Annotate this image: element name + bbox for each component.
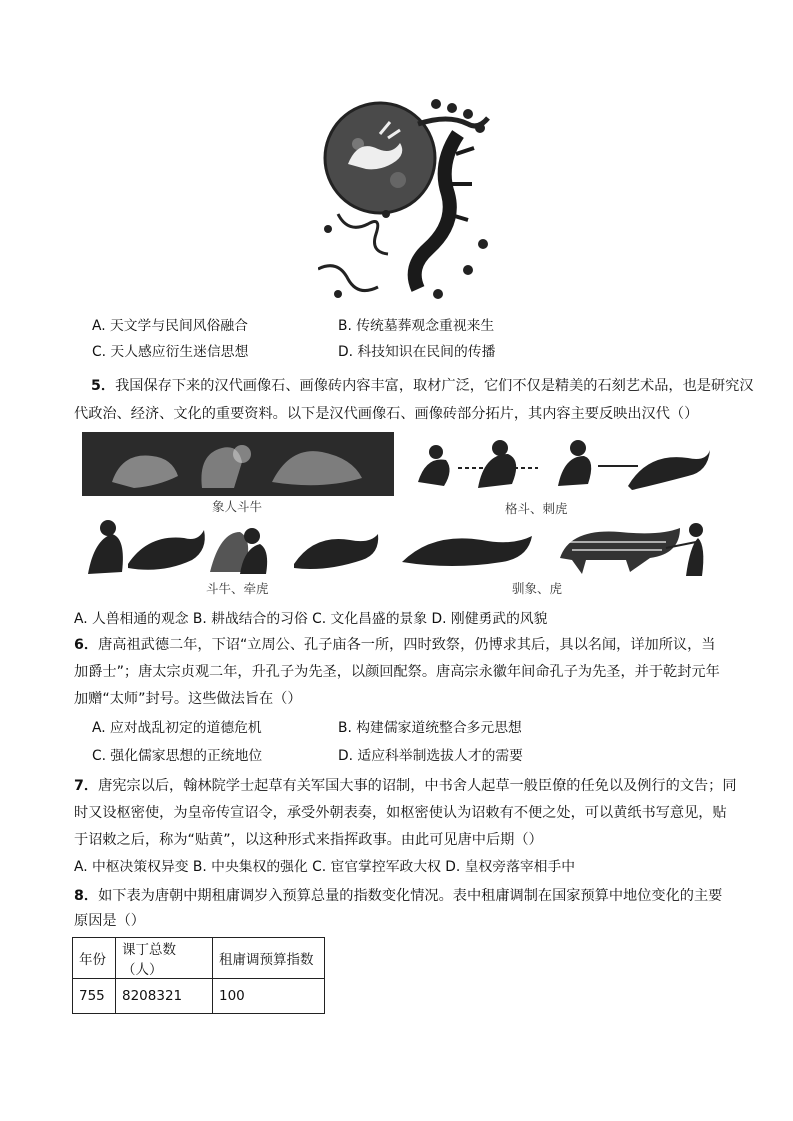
q4-option-d: D. 科技知识在民间的传播 [338,344,496,360]
q6-option-b: B. 构建儒家道统整合多元思想 [338,720,522,736]
q6-option-c: C. 强化儒家思想的正统地位 [92,748,263,764]
han-relief-rubbing-3 [84,514,390,582]
q6-number: 6． [74,637,99,653]
table-row [73,979,325,1014]
q5-stem-line1 [91,376,754,396]
q5-stem-line2: 代政治、经济、文化的重要资料。以下是汉代画像石、画像砖部分拓片，其内容主要反映出汉代（） [74,406,699,422]
q4-option-c: C. 天人感应衍生迷信思想 [92,344,249,360]
table-cell: 8208321 [116,979,213,1014]
q6-stem-line2: 加爵士”；唐太宗贞观二年，升孔子为先圣，以颜回配祭。唐高宗永徽年间命孔子为先圣，并于乾封元年 [74,664,720,680]
q8-text-1: 如下表为唐朝中期租庸调岁入预算总量的指数变化情况。表中租庸调制在国家预算中地位变化的主要 [98,888,723,904]
table-header-row [73,938,325,979]
table-header-cell: 年份 [73,938,116,979]
q5-text-1: 我国保存下来的汉代画像石、画像砖内容丰富，取材广泛，它们不仅是精美的石刻艺术品，也是研究汉 [115,378,754,394]
q8-number: 8． [74,888,99,904]
caption-2: 格斗、刺虎 [505,501,568,516]
table-cell: 755 [73,979,116,1014]
han-relief-rubbing-4 [396,518,712,580]
q4-option-b: B. 传统墓葬观念重视来生 [338,318,495,334]
q8-stem-line2: 原因是（） [74,913,145,929]
q8-stem-line1 [74,886,722,906]
caption-4: 驯象、虎 [512,581,563,596]
caption-3: 斗牛、牵虎 [206,581,269,596]
q4-option-a: A. 天文学与民间风俗融合 [92,318,248,334]
caption-1: 象人斗牛 [212,499,263,514]
q6-option-d: D. 适应科举制选拔人才的需要 [338,748,523,764]
q7-number: 7． [74,778,99,794]
table-cell: 100 [213,979,325,1014]
han-relief-rubbing-1 [82,432,394,496]
q6-stem-line1 [74,635,715,655]
q7-text-1: 唐宪宗以后，翰林院学士起草有关军国大事的诏制，中书舍人起草一般臣僚的任免以及例行的文告；同 [98,778,737,794]
table-header-cell: 课丁总数（人） [116,938,213,979]
han-relief-rubbing-2 [408,432,714,498]
table-header-cell: 租庸调预算指数 [213,938,325,979]
q7-stem-line1 [74,776,737,796]
q5-options: A. 人兽相通的观念 B. 耕战结合的习俗 C. 文化昌盛的景象 D. 刚健勇武的风貌 [74,611,548,627]
tomb-mural-image [318,94,493,309]
q6-stem-line3: 加赠“太师”封号。这些做法旨在（） [74,691,302,707]
q7-stem-line3: 于诏敕之后，称为“贴黄”，以这种形式来指挥政事。由此可见唐中后期（） [74,832,543,848]
q7-stem-line2: 时又设枢密使，为皇帝传宣诏令，承受外朝表奏，如枢密使认为诏敕有不便之处，可以黄纸书写意见，贴 [74,805,727,821]
q5-number: 5． [91,378,116,394]
q7-options: A. 中枢决策权异变 B. 中央集权的强化 C. 宦官掌控军政大权 D. 皇权旁落宰相手中 [74,859,576,875]
q6-option-a: A. 应对战乱初定的道德危机 [92,720,262,736]
q6-text-1: 唐高祖武德二年，下诏“立周公、孔子庙各一所，四时致祭，仍博求其后，具以名闻，详加所议，当 [98,637,716,653]
enrollment-index-table [72,937,325,1014]
